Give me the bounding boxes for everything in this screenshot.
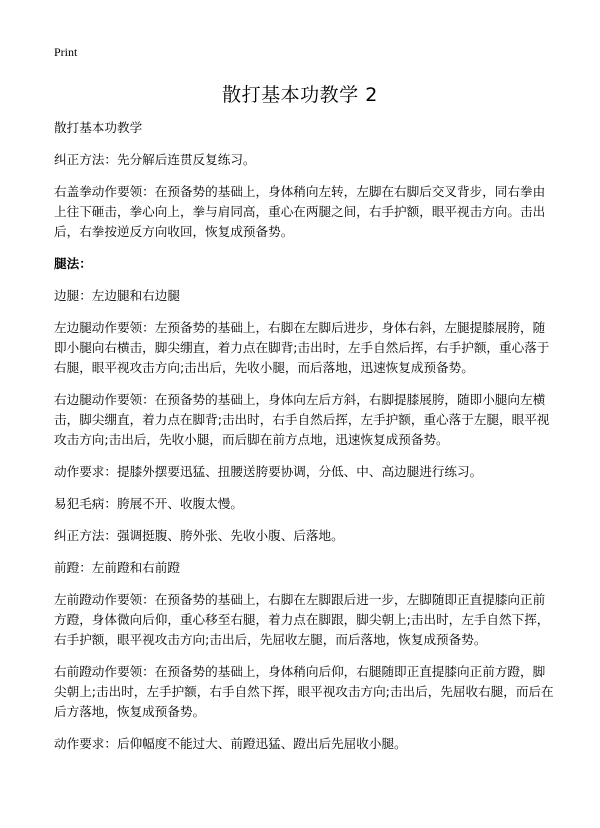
paragraph-front-kick-requirements: 动作要求：后仰幅度不能过大、前蹬迅猛、蹬出后先屈收小腿。 — [54, 736, 407, 751]
paragraph-intro: 散打基本功教学 — [54, 120, 143, 135]
paragraph-front-kick-intro: 前蹬：左前蹬和右前蹬 — [54, 560, 180, 575]
paragraph-side-kick-requirements: 动作要求：提膝外摆要迅猛、扭腰送胯要协调，分低、中、高边腿进行练习。 — [54, 464, 483, 479]
paragraph-correction-method: 纠正方法：先分解后连贯反复练习。 — [54, 152, 256, 167]
paragraph-common-mistakes: 易犯毛病：胯展不开、收腹太慢。 — [54, 496, 243, 511]
paragraph-right-side-kick: 右边腿动作要领：在预备势的基础上，身体向左后方斜，右脚提膝展胯，随即小腿向左横击，脚尖绷直，着力点在脚背;击出时，右手自然后挥，左手护额，重心落于左腿，眼平视攻击方向;击出后，先收小腿，而后脚在前方点地，迅速恢复成预备势。 — [54, 392, 550, 447]
paragraph-side-kick-intro: 边腿：左边腿和右边腿 — [54, 288, 180, 303]
print-link[interactable]: Print — [54, 45, 78, 59]
paragraph-left-side-kick: 左边腿动作要领：左预备势的基础上，右脚在左脚后进步，身体右斜，左腿提膝展胯，随即小腿向右横击，脚尖绷直，着力点在脚背;击出时，左手自然后挥，右手护额，重心落于右腿，眼平视攻击方向;击出后，先收小腿，而后落地，迅速恢复成预备势。 — [54, 320, 550, 375]
paragraph-right-front-kick: 右前蹬动作要领：在预备势的基础上，身体稍向后仰，右腿随即正直提膝向正前方蹬，脚尖朝上;击出时，左手护额，右手自然下挥，眼平视攻击方向;击出后，先屈收右腿，而后在后方落地，恢复成预备势。 — [54, 664, 554, 719]
section-heading-legwork: 腿法： — [54, 256, 92, 271]
document-title: 散打基本功教学 2 — [222, 84, 378, 106]
document-body — [54, 118, 554, 766]
paragraph-side-kick-correction: 纠正方法：强调挺腹、胯外张、先收小腹、后落地。 — [54, 528, 344, 543]
paragraph-right-cover-punch: 右盖拳动作要领：在预备势的基础上，身体稍向左转，左脚在右脚后交叉背步，同右拳由上往下砸击，拳心向上，拳与肩同高，重心在两腿之间，右手护额，眼平视击方向。击出后，右拳按逆反方向收回，恢复成预备势。 — [54, 184, 546, 239]
paragraph-left-front-kick: 左前蹬动作要领：在预备势的基础上，右脚在左脚跟后进一步，左脚随即正直提膝向正前方蹬，身体微向后仰，重心移至右腿，着力点在脚跟，脚尖朝上;击出时，左手自然下挥，右手护额，眼平视攻击方向;击出后，先屈收左腿，而后落地，恢复成预备势。 — [54, 592, 550, 647]
